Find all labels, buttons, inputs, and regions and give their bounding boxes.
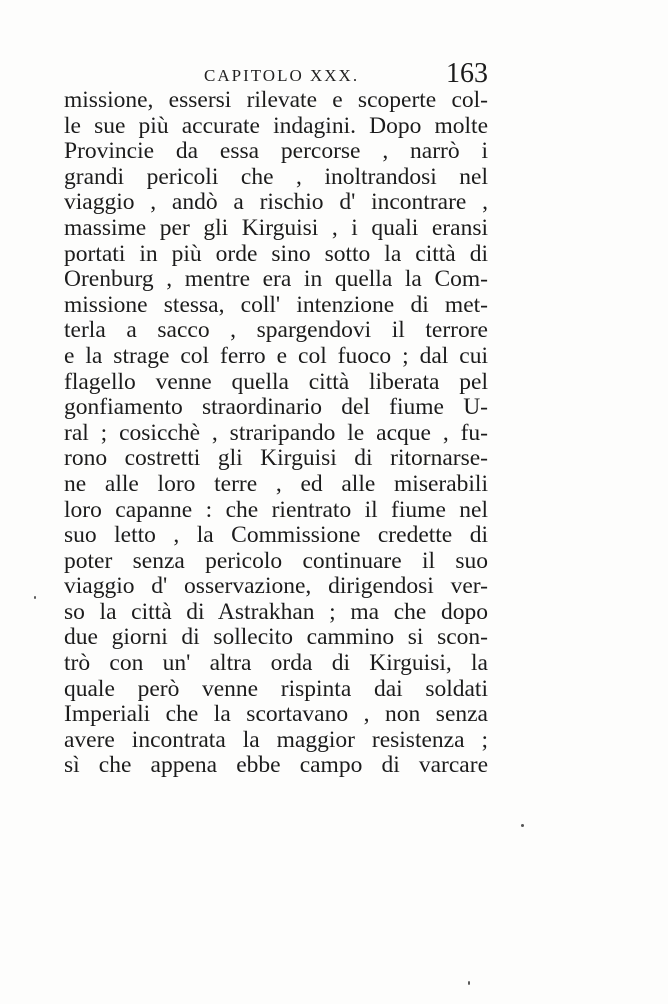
text-line: massime per gli Kirguisi , i quali eransi <box>64 214 488 241</box>
paper-speck <box>34 596 36 599</box>
text-line: grandi pericoli che , inoltrandosi nel <box>64 163 488 190</box>
text-line: missione, essersi rilevate e scoperte col- <box>64 87 488 113</box>
text-line: flagello venne quella città liberata pel <box>64 368 488 395</box>
text-line: avere incontrata la maggior resistenza ; <box>64 726 488 753</box>
text-line: Imperiali che la scortavano , non senza <box>64 701 488 728</box>
text-line: due giorni di sollecito cammino si scon- <box>64 624 488 651</box>
text-line: ne alle loro terre , ed alle miserabili <box>64 470 488 497</box>
paper-speck <box>521 824 524 827</box>
text-line: trò con un' altra orda di Kirguisi, la <box>64 650 488 677</box>
text-line: ral ; cosicchè , straripando le acque , fu- <box>64 419 488 446</box>
text-line: gonfiamento straordinario del fiume U- <box>64 394 488 421</box>
text-line: e la strage col ferro e col fuoco ; dal cui <box>64 342 488 369</box>
page-number: 163 <box>446 58 488 89</box>
text-line: poter senza pericolo continuare il suo <box>64 547 488 574</box>
text-line: Provincie da essa percorse , narrò i <box>64 138 488 165</box>
text-line: terla a sacco , spargendovi il terrore <box>64 317 488 344</box>
text-line: so la città di Astrakhan ; ma che dopo <box>64 598 488 625</box>
text-line: portati in più orde sino sotto la città di <box>64 240 488 267</box>
text-line: viaggio d' osservazione, dirigendosi ver- <box>64 573 488 600</box>
text-line: missione stessa, coll' intenzione di met- <box>64 291 488 318</box>
text-line: quale però venne rispinta dai soldati <box>64 675 488 702</box>
text-line: loro capanne : che rientrato il fiume nel <box>64 496 488 523</box>
text-line: viaggio , andò a rischio d' incontrare , <box>64 189 488 216</box>
paper-speck <box>468 981 470 985</box>
text-line: Orenburg , mentre era in quella la Com- <box>64 266 488 293</box>
text-line: rono costretti gli Kirguisi di ritornarse- <box>64 445 488 472</box>
running-title: CAPITOLO XXX. <box>204 66 360 85</box>
text-line: sì che appena ebbe campo di varcare <box>64 752 488 779</box>
body-text <box>64 88 488 779</box>
text-line: suo letto , la Commissione credette di <box>64 522 488 549</box>
text-line: le sue più accurate indagini. Dopo molte <box>64 112 488 139</box>
